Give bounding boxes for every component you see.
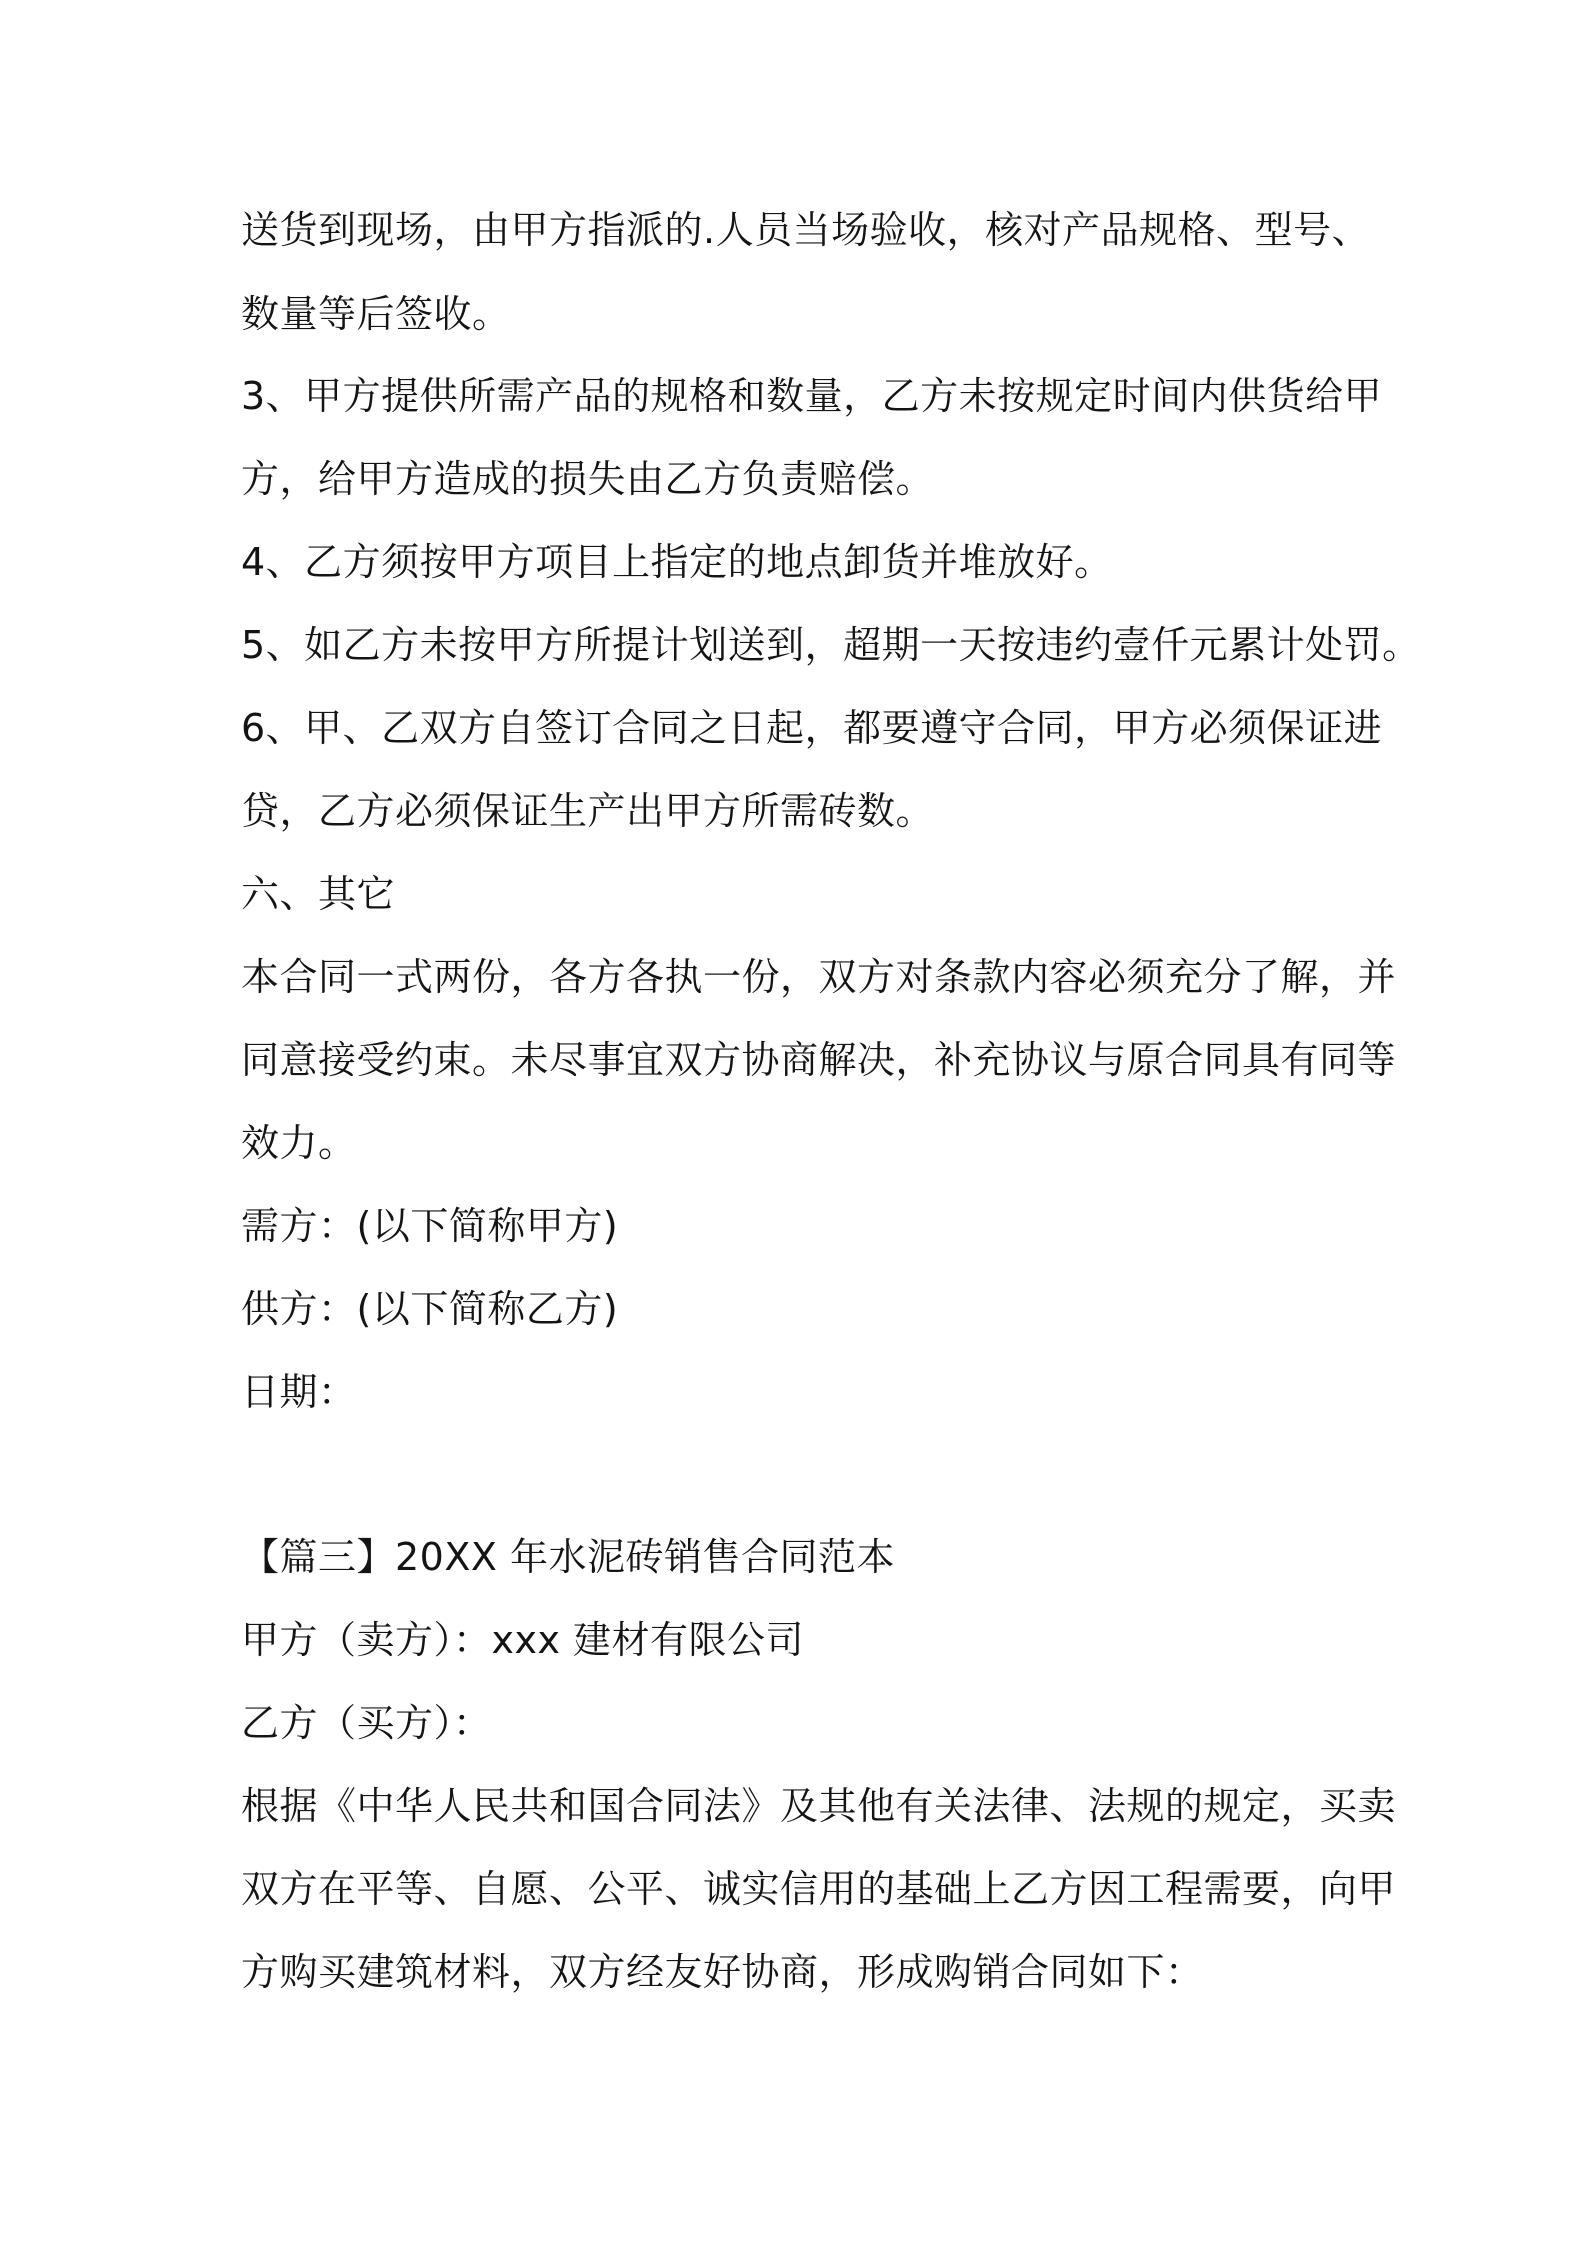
text-line: 效力。	[241, 1121, 357, 1165]
text-line: 3、甲方提供所需产品的规格和数量，乙方未按规定时间内供货给甲	[241, 374, 1383, 418]
text-line: 贷，乙方必须保证生产出甲方所需砖数。	[241, 789, 935, 833]
text-line: 数量等后签收。	[241, 292, 511, 336]
text-line: 送货到现场，由甲方指派的.人员当场验收，核对产品规格、型号、	[241, 208, 1371, 252]
text-line: 方购买建筑材料，双方经友好协商，形成购销合同如下：	[241, 1950, 1204, 1994]
chapter-title: 【篇三】20XX 年水泥砖销售合同范本	[241, 1535, 895, 1579]
text-line: 4、乙方须按甲方项目上指定的地点卸货并堆放好。	[241, 540, 1113, 584]
text-line: 5、如乙方未按甲方所提计划送到，超期一天按违约壹仟元累计处罚。	[241, 623, 1421, 667]
party-b-line: 乙方（买方）：	[241, 1701, 492, 1745]
buyer-line: 需方：(以下简称甲方)	[241, 1204, 619, 1248]
party-a-line: 甲方（卖方）：xxx 建材有限公司	[241, 1618, 805, 1662]
text-line: 根据《中华人民共和国合同法》及其他有关法律、法规的规定，买卖	[241, 1784, 1397, 1828]
text-line: 本合同一式两份，各方各执一份，双方对条款内容必须充分了解，并	[241, 955, 1397, 999]
text-line: 方，给甲方造成的损失由乙方负责赔偿。	[241, 457, 935, 501]
section-heading: 六、其它	[241, 872, 396, 916]
supplier-line: 供方：(以下简称乙方)	[241, 1287, 619, 1331]
date-line: 日期：	[241, 1370, 357, 1414]
text-line: 同意接受约束。未尽事宜双方协商解决，补充协议与原合同具有同等	[241, 1038, 1397, 1082]
text-line: 双方在平等、自愿、公平、诚实信用的基础上乙方因工程需要，向甲	[241, 1867, 1397, 1911]
text-line: 6、甲、乙双方自签订合同之日起，都要遵守合同，甲方必须保证进	[241, 706, 1383, 750]
